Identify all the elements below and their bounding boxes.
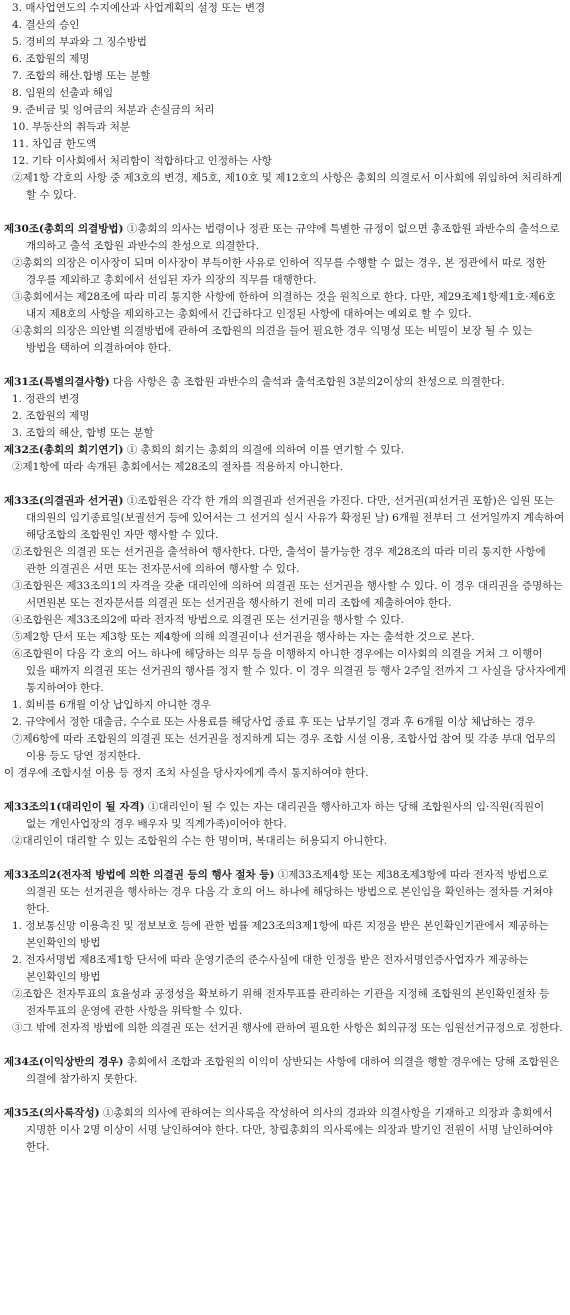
article-body: ①조합원은 각각 한 개의 의결권과 선거권을 가진다. 다만, 선거권(피선거권 포함)은 임원 또는 대의원의 임기종료일(보궐선거 등에 있어서는 그 선거의 실시 사유가 확정된 날) 6개월 전부터 그 선거일까지 계속하여 해당조합의 조합원인 자만 행사할 수 있다. xyxy=(26,495,565,541)
clause-paragraph: 2. 규약에서 정한 대출금, 수수료 또는 사용료를 해당사업 종료 후 또는 납부기일 경과 후 6개월 이상 체납하는 경우 xyxy=(12,716,536,728)
article-paragraph xyxy=(4,221,566,255)
article-title: 제32조(총회의 회기연기) xyxy=(4,444,124,456)
article-title: 제31조(특별의결사항) xyxy=(4,376,110,388)
clause-paragraph: ③조합원은 제33조의1의 자격을 갖춘 대리인에 의하여 의결권 또는 선거권을 행사할 수 있다. 이 경우 대리권을 증명하는 서면원본 또는 전자문서를 의결권 또는 선거권을 행사하기 전에 미리 조합에 제출하여야 한다. xyxy=(12,580,563,609)
article-paragraph xyxy=(4,1105,566,1156)
article-body: ①총회의 의사에 관하여는 의사록을 작성하여 의사의 경과와 의결사항을 기재하고 의장과 총회에서 지명한 이사 2명 이상이 서명 날인하여야 한다. 다만, 창립총회의 의사록에는 의장과 발기인 전원이 서명 날인하여야 한다. xyxy=(26,1107,553,1153)
clause-paragraph: ②대리인이 대리할 수 있는 조합원의 수는 한 명이며, 복대리는 허용되지 아니한다. xyxy=(12,835,388,847)
article-paragraph xyxy=(4,1054,566,1088)
article-body: ① 총회의 회기는 총회의 의결에 의하여 이를 연기할 수 있다. xyxy=(123,444,405,456)
paragraph-gap xyxy=(4,204,566,221)
paragraph-gap xyxy=(4,357,566,374)
clause-paragraph: ⑥조합원이 다음 각 호의 어느 하나에 해당하는 의무 등을 이행하지 아니한 경우에는 이사회의 의결을 거쳐 그 이행이 있을 때까지 의결권 또는 선거권의 행사를 정지 할 수 있다. 이 경우 의결권 등 행사 2주일 전까지 그 사실을 당사자에게 통지하여야 한다. xyxy=(12,648,567,694)
clause-paragraph: ③그 밖에 전자적 방법에 의한 의결권 또는 선거권 행사에 관하여 필요한 사항은 회의규정 또는 임원선거규정으로 정한다. xyxy=(12,1022,563,1034)
clause-paragraph: ④총회의 의장은 의안별 의결방법에 관하여 조합원의 의견을 들어 필요한 경우 익명성 또는 비밀이 보장 될 수 있는 방법을 택하여 의결하여야 한다. xyxy=(12,325,533,354)
clause-paragraph: ④조합원은 제33조의2에 따라 전자적 방법으로 의결권 또는 선거권을 행사할 수 있다. xyxy=(12,614,404,626)
list-item: 10. 부동산의 취득과 처분 xyxy=(12,121,130,133)
paragraph-gap xyxy=(4,476,566,493)
article-title: 제33조(의결권과 선거권) xyxy=(4,495,124,507)
article-title: 제33조의1(대리인이 될 자격) xyxy=(4,801,145,813)
paragraph-gap xyxy=(4,782,566,799)
list-item: 6. 조합원의 제명 xyxy=(12,53,90,65)
clause-paragraph: ⑦제6항에 따라 조합원의 의결권 또는 선거권을 정지하게 되는 경우 조합 시설 이용, 조합사업 참여 및 각종 부대 업무의 이용 등도 당연 정지한다. xyxy=(12,733,556,762)
article-paragraph xyxy=(4,867,566,918)
article-paragraph xyxy=(4,374,566,391)
article-body: ①제33조제4항 또는 제38조제3항에 따라 전자적 방법으로 의결권 또는 선거권을 행사하는 경우 다음 각 호의 어느 하나에 해당하는 방법으로 본인임을 확인하는 절차를 거쳐야 한다. xyxy=(26,869,553,915)
clause-paragraph: 1. 회비를 6개월 이상 납입하지 아니한 경우 xyxy=(12,699,212,711)
paragraph-gap xyxy=(4,850,566,867)
article-title: 제33조의2(전자적 방법에 의한 의결권 등의 행사 절차 등) xyxy=(4,869,275,881)
article-paragraph xyxy=(4,493,566,544)
article-body: ①대리인이 될 수 있는 자는 대리권을 행사하고자 하는 당해 조합원사의 임·직원(직원이 없는 개인사업장의 경우 배우자 및 직계가족)이어야 한다. xyxy=(26,801,545,830)
clause-paragraph: ②총회의 의장은 이사장이 되며 이사장이 부득이한 사유로 인하여 직무를 수행할 수 없는 경우, 본 정관에서 따로 정한 경우를 제외하고 총회에서 선임된 자가 의장의 직무를 대행한다. xyxy=(12,257,546,286)
list-item: 7. 조합의 해산.합병 또는 분할 xyxy=(12,70,151,82)
article-paragraph xyxy=(4,442,566,459)
article-paragraph xyxy=(4,799,566,833)
clause-paragraph: 이 경우에 조합시설 이용 등 정지 조치 사실을 당사자에게 즉시 통지하여야 한다. xyxy=(4,767,369,779)
list-item: 1. 정관의 변경 xyxy=(12,393,80,405)
list-item: 11. 차입금 한도액 xyxy=(12,138,97,150)
article-title: 제35조(의사록작성) xyxy=(4,1107,100,1119)
list-item: 12. 기타 이사회에서 처리함이 적합하다고 인정하는 사항 xyxy=(12,155,272,167)
paragraph-gap xyxy=(4,1088,566,1105)
clause-paragraph: ③총회에서는 제28조에 따라 미리 통지한 사항에 한하여 의결하는 것을 원칙으로 한다. 다만, 제29조제1항제1호·제6호 내지 제8호의 사항을 제외하고는 총회에서 긴급하다고 인정된 사항에 대하여는 예외로 할 수 있다. xyxy=(12,291,556,320)
list-item: 5. 경비의 부과와 그 징수방법 xyxy=(12,36,147,48)
article-body: ①총회의 의사는 법령이나 정관 또는 규약에 특별한 규정이 없으면 총조합원 과반수의 출석으로 개의하고 출석 조합원 과반수의 찬성으로 의결한다. xyxy=(26,223,560,252)
clause-paragraph: ⑤제2항 단서 또는 제3항 또는 제4항에 의해 의결권이나 선거권을 행사하는 자는 출석한 것으로 본다. xyxy=(12,631,475,643)
clause-paragraph: ②제1항에 따라 속개된 총회에서는 제28조의 절차를 적용하지 아니한다. xyxy=(12,461,344,473)
list-item: 9. 준비금 및 잉여금의 처분과 손실금의 처리 xyxy=(12,104,215,116)
paragraph-gap xyxy=(4,1037,566,1054)
list-item: 3. 매사업연도의 수지예산과 사업계획의 설정 또는 변경 xyxy=(12,2,266,14)
clause-paragraph: ②조합원은 의결권 또는 선거권을 출석하여 행사한다. 다만, 출석이 불가능한 경우 제28조의 따라 미리 통지한 사항에 관한 의결권은 서면 또는 전자문서에 의하여 행사할 수 있다. xyxy=(12,546,546,575)
article-body: 다음 사항은 총 조합원 과반수의 출석과 출석조합원 3분의2이상의 찬성으로 의결한다. xyxy=(109,376,505,388)
article-title: 제34조(이익상반의 경우) xyxy=(4,1056,124,1068)
clause-paragraph: ②조합은 전자투표의 효율성과 공정성을 확보하기 위해 전자투표를 관리하는 기관을 지정해 조합원의 본인확인절차 등 전자투표의 운영에 관한 사항을 위탁할 수 있다. xyxy=(12,988,550,1017)
list-item: 3. 조합의 해산, 합병 또는 분할 xyxy=(12,427,154,439)
clause-paragraph: 2. 전자서명법 제8조제1항 단서에 따라 운영기준의 준수사실에 대한 인정을 받은 전자서명인증사업자가 제공하는 본인확인의 방법 xyxy=(12,954,529,983)
list-item: 2. 조합원의 제명 xyxy=(12,410,90,422)
clause-paragraph: 1. 정보통신망 이용촉진 및 정보보호 등에 관한 법률 제23조의3제1항에 따른 지정을 받은 본인확인기관에서 제공하는 본인확인의 방법 xyxy=(12,920,549,949)
list-item: 8. 임원의 선출과 해임 xyxy=(12,87,114,99)
list-item: 4. 결산의 승인 xyxy=(12,19,80,31)
clause-paragraph: ②제1항 각호의 사항 중 제3호의 변경, 제5호, 제10호 및 제12호의 사항은 총회의 의결로서 이사회에 위임하여 처리하게 할 수 있다. xyxy=(12,172,563,201)
article-title: 제30조(총회의 의결방법) xyxy=(4,223,124,235)
article-body: 총회에서 조합과 조합원의 이익이 상반되는 사항에 대하여 의결을 행할 경우에는 당해 조합원은 의결에 참가하지 못한다. xyxy=(26,1056,560,1085)
